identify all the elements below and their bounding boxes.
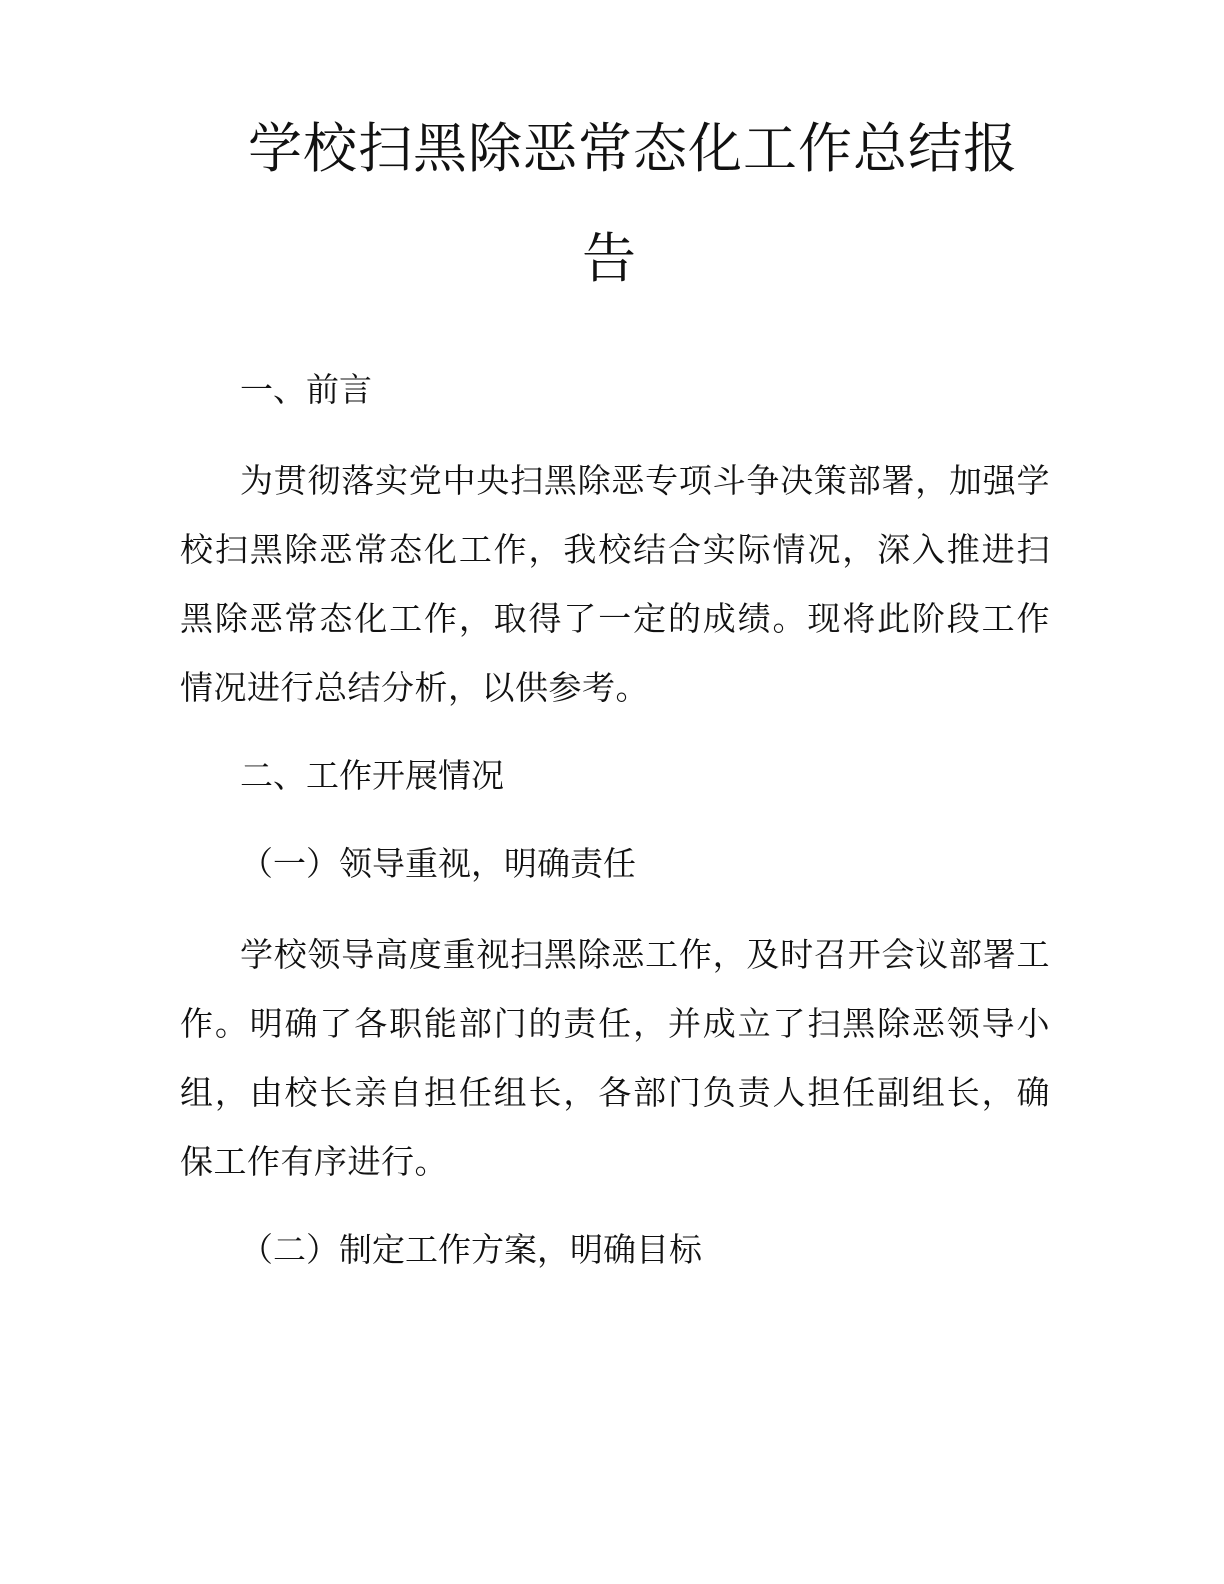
section-heading-preface: 一、前言 (240, 370, 372, 409)
document-title-line-2: 告 (582, 227, 637, 290)
leadership-paragraph: 学校领导高度重视扫黑除恶工作，及时召开会议部署工作。明确了各职能部门的责任，并成立了扫黑除恶领导小组，由校长亲自担任组长，各部门负责人担任副组长，确保工作有序进行。 (180, 935, 1050, 1181)
document-title-line-1: 学校扫黑除恶常态化工作总结报 (248, 117, 1018, 180)
section-heading-work-progress: 二、工作开展情况 (240, 756, 504, 795)
preface-paragraph: 为贯彻落实党中央扫黑除恶专项斗争决策部署，加强学校扫黑除恶常态化工作，我校结合实际情况，深入推进扫黑除恶常态化工作，取得了一定的成绩。现将此阶段工作情况进行总结分析，以供参考。 (180, 461, 1050, 707)
subsection-heading-leadership: （一）领导重视，明确责任 (240, 844, 636, 883)
subsection-heading-work-plan: （二）制定工作方案，明确目标 (240, 1230, 702, 1269)
